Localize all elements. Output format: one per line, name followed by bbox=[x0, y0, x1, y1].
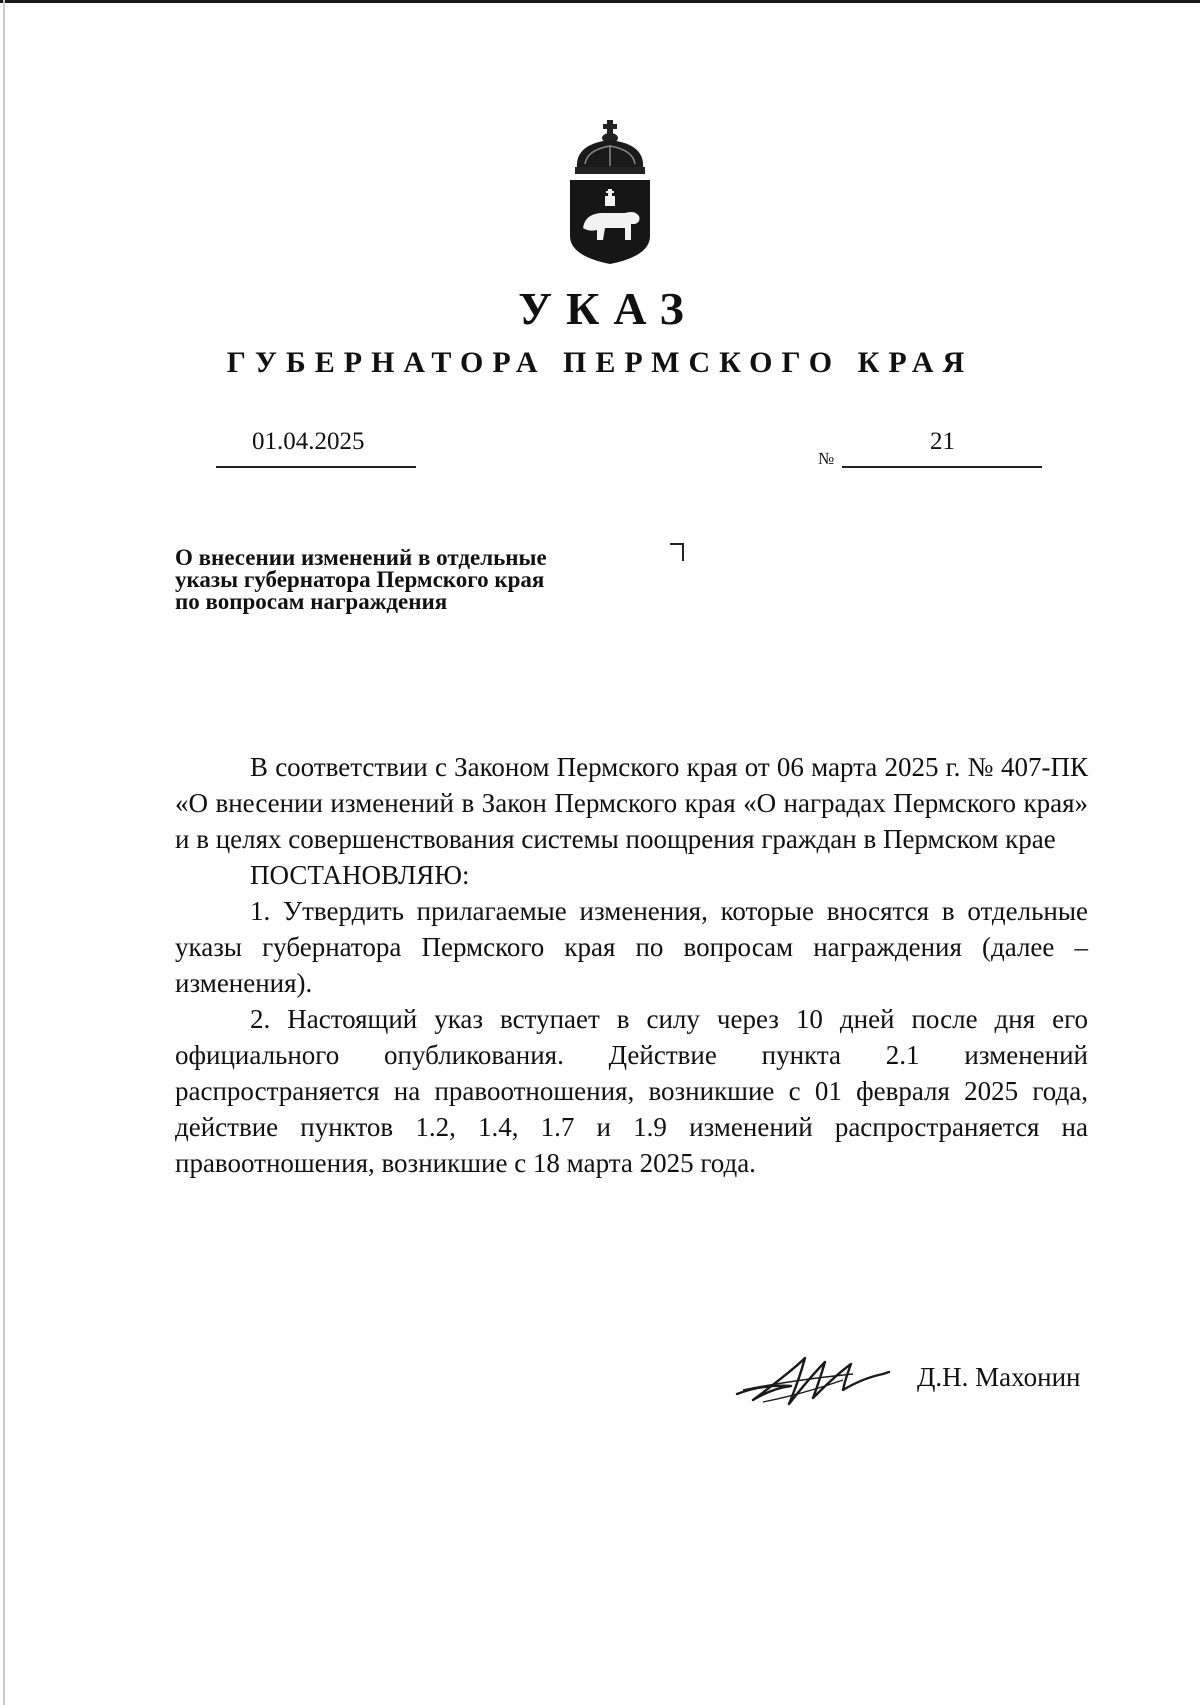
perm-krai-coat-of-arms-icon bbox=[565, 118, 655, 268]
document-subtitle: ГУБЕРНАТОРА ПЕРМСКОГО КРАЯ bbox=[226, 346, 974, 379]
number-label: № bbox=[818, 449, 835, 468]
subject-line: по вопросам награждения bbox=[175, 589, 448, 614]
decree-subject bbox=[175, 547, 675, 613]
handwritten-signature-icon bbox=[733, 1350, 893, 1408]
number-underline bbox=[842, 466, 1042, 468]
corner-mark bbox=[670, 543, 684, 561]
decree-body bbox=[175, 749, 1088, 1181]
scan-border-top bbox=[0, 0, 1200, 3]
subject-line: О внесении изменений в отдельные bbox=[175, 545, 547, 570]
decree-number: 21 bbox=[930, 428, 955, 455]
decree-date: 01.04.2025 bbox=[252, 428, 365, 455]
subject-line: указы губернатора Пермского края bbox=[175, 567, 545, 592]
date-underline bbox=[216, 466, 416, 468]
decree-word: ПОСТАНОВЛЯЮ: bbox=[250, 860, 470, 890]
signer-name: Д.Н. Махонин bbox=[917, 1362, 1081, 1392]
item-2-paragraph: 2. Настоящий указ вступает в силу через 10 дней после дня его официального опубликования. Действие пункта 2.1 изменений распространяется на правоотношения, возникшие с 01 февраля 2025 года, действие пунктов 1.2, 1.4, 1.7 и 1.9 изменений распространяется на правоотношения, возникшие с 18 марта 2025 года. bbox=[175, 1004, 1088, 1178]
preamble-paragraph: В соответствии с Законом Пермского края от 06 марта 2025 г. № 407-ПК «О внесении изменений в Закон Пермского края «О наградах Пермского края» и в целях совершенствования системы поощрения граждан в Пермском крае bbox=[175, 752, 1088, 854]
item-1-paragraph: 1. Утвердить прилагаемые изменения, которые вносятся в отдельные указы губернатора Пермского края по вопросам награждения (далее – изменения). bbox=[175, 896, 1088, 998]
scan-border-left bbox=[3, 0, 5, 1705]
document-title: УКАЗ bbox=[518, 283, 698, 334]
